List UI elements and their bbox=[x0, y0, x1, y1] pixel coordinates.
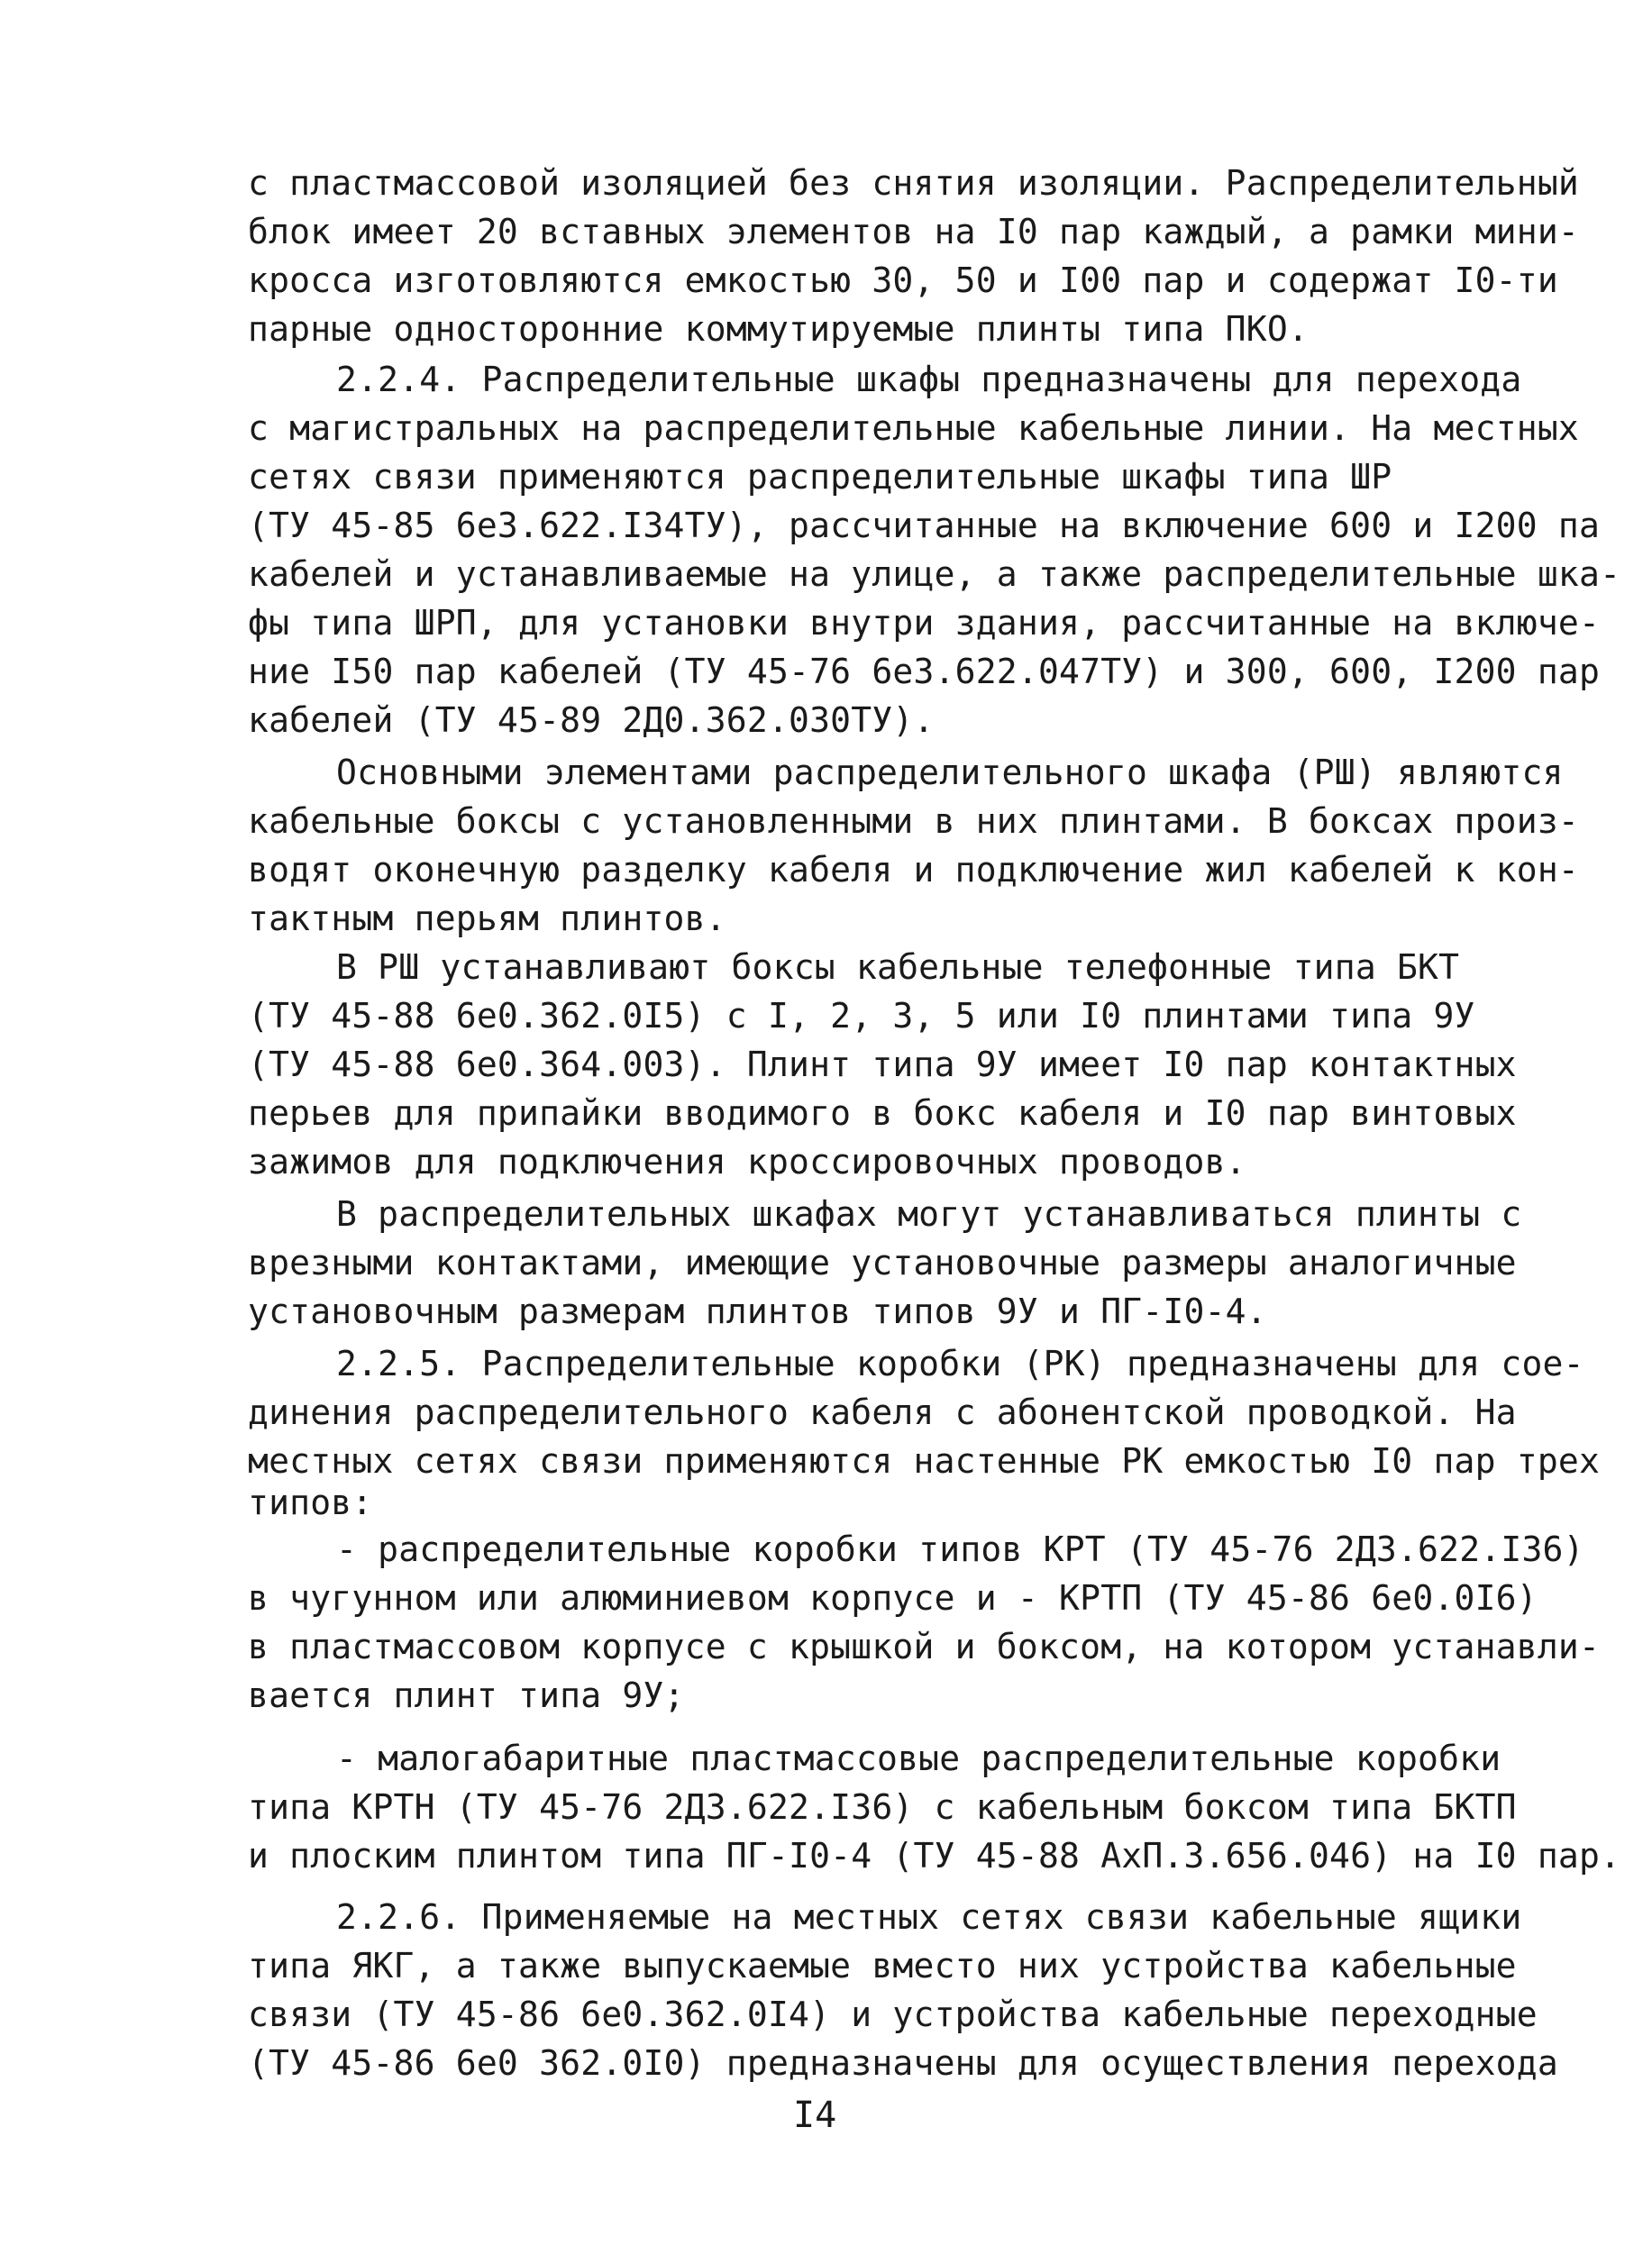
text-line: блок имеет 20 вставных элементов на I0 пар каждый, а рамки мини- bbox=[248, 212, 1579, 251]
text-line: и плоским плинтом типа ПГ-I0-4 (ТУ 45-88 АхП.3.656.046) на I0 пар. bbox=[248, 1836, 1621, 1876]
list-item-line: - распределительные коробки типов КРТ (ТУ 45-76 2Д3.622.I36) bbox=[336, 1529, 1584, 1569]
text-line: (ТУ 45-86 6е0 362.0I0) предназначены для осуществления перехода bbox=[248, 2043, 1558, 2083]
text-line: сетях связи применяются распределительные шкафы типа ШР bbox=[248, 457, 1392, 497]
paragraph-start-line: Основными элементами распределительного шкафа (РШ) являются bbox=[336, 753, 1564, 792]
text-line: (ТУ 45-88 6е0.362.0I5) с I, 2, 3, 5 или I0 плинтами типа 9У bbox=[248, 996, 1475, 1036]
text-line: типа КРТН (ТУ 45-76 2Д3.622.I36) с кабельным боксом типа БКТП bbox=[248, 1787, 1517, 1827]
text-line: связи (ТУ 45-86 6е0.362.0I4) и устройства кабельные переходные bbox=[248, 1995, 1538, 2034]
text-line: тактным перьям плинтов. bbox=[248, 899, 726, 938]
text-line: (ТУ 45-85 6е3.622.I34ТУ), рассчитанные на включение 600 и I200 па bbox=[248, 506, 1601, 545]
text-line: типа ЯКГ, а также выпускаемые вместо них устройства кабельные bbox=[248, 1946, 1517, 1986]
text-line: динения распределительного кабеля с абонентской проводкой. На bbox=[248, 1392, 1517, 1432]
text-line: кросса изготовляются емкостью 30, 50 и I00 пар и содержат I0-ти bbox=[248, 260, 1558, 300]
page-number: I4 bbox=[793, 2095, 837, 2136]
paragraph-start-line: 2.2.6. Применяемые на местных сетях связи кабельные ящики bbox=[336, 1897, 1522, 1937]
list-item-line: - малогабаритные пластмассовые распределительные коробки bbox=[336, 1739, 1501, 1778]
text-line: с пластмассовой изоляцией без снятия изоляции. Распределительный bbox=[248, 163, 1579, 203]
text-line: врезными контактами, имеющие установочные размеры аналогичные bbox=[248, 1243, 1517, 1283]
text-line: водят оконечную разделку кабеля и подключение жил кабелей к кон- bbox=[248, 850, 1579, 890]
paragraph-start-line: 2.2.4. Распределительные шкафы предназначены для перехода bbox=[336, 360, 1522, 399]
text-line: ние I50 пар кабелей (ТУ 45-76 6е3.622.047ТУ) и 300, 600, I200 пар bbox=[248, 652, 1601, 691]
text-line: установочным размерам плинтов типов 9У и ПГ-I0-4. bbox=[248, 1292, 1267, 1331]
text-line: местных сетях связи применяются настенные РК емкостью I0 пар трех bbox=[248, 1441, 1601, 1481]
paragraph-start-line: 2.2.5. Распределительные коробки (РК) предназначены для сое- bbox=[336, 1344, 1584, 1383]
text-line: фы типа ШРП, для установки внутри здания, рассчитанные на включе- bbox=[248, 603, 1601, 643]
paragraph-start-line: В распределительных шкафах могут устанавливаться плинты с bbox=[336, 1194, 1522, 1234]
text-line: парные односторонние коммутируемые плинты типа ПКО. bbox=[248, 309, 1309, 349]
paragraph-start-line: В РШ устанавливают боксы кабельные телефонные типа БКТ bbox=[336, 947, 1460, 987]
text-line: (ТУ 45-88 6е0.364.003). Плинт типа 9У имеет I0 пар контактных bbox=[248, 1045, 1517, 1084]
text-line: в чугунном или алюминиевом корпусе и - КРТП (ТУ 45-86 6е0.0I6) bbox=[248, 1578, 1538, 1618]
text-line: вается плинт типа 9У; bbox=[248, 1675, 685, 1715]
text-line: с магистральных на распределительные кабельные линии. На местных bbox=[248, 408, 1579, 448]
text-line: зажимов для подключения кроссировочных проводов. bbox=[248, 1142, 1246, 1182]
text-line: кабелей (ТУ 45-89 2Д0.362.030ТУ). bbox=[248, 700, 935, 740]
text-line: кабелей и устанавливаемые на улице, а также распределительные шка- bbox=[248, 554, 1621, 594]
text-line: перьев для припайки вводимого в бокс кабеля и I0 пар винтовых bbox=[248, 1093, 1517, 1133]
text-line: в пластмассовом корпусе с крышкой и боксом, на котором устанавли- bbox=[248, 1627, 1601, 1666]
text-line: кабельные боксы с установленными в них плинтами. В боксах произ- bbox=[248, 801, 1579, 841]
text-line: типов: bbox=[248, 1483, 373, 1522]
